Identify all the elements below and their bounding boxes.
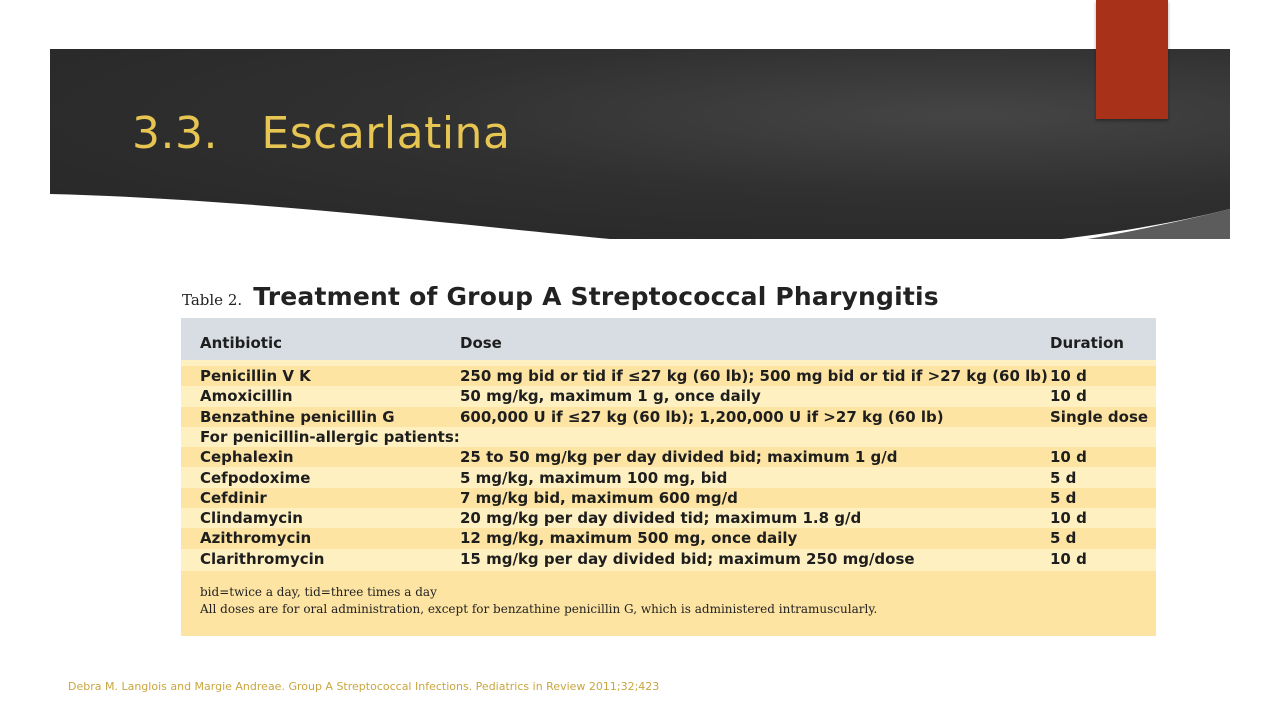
duration-cell: 5 d (1050, 468, 1077, 487)
antibiotic-cell: Cephalexin (200, 448, 294, 467)
antibiotic-cell: Amoxicillin (200, 387, 293, 406)
antibiotic-cell: Cefdinir (200, 488, 267, 507)
accent-tab (1096, 0, 1168, 119)
dose-cell: 25 to 50 mg/kg per day divided bid; maximum 1 g/d (460, 448, 898, 467)
table-row (181, 386, 1156, 406)
table-row (181, 447, 1156, 467)
table-caption (182, 282, 939, 311)
table-row (181, 508, 1156, 528)
header-dose: Dose (460, 334, 502, 352)
slide-title: 3.3. Escarlatina (132, 108, 511, 159)
table-row (181, 528, 1156, 548)
duration-cell: 10 d (1050, 549, 1087, 568)
duration-cell: 10 d (1050, 367, 1087, 385)
antibiotic-cell: Azithromycin (200, 529, 312, 548)
table-row (181, 468, 1156, 488)
antibiotic-cell: Penicillin V K (200, 367, 311, 385)
footnote-administration: All doses are for oral administration, except for benzathine penicillin G, which is administered intramuscularly. (200, 602, 878, 616)
dose-cell: 5 mg/kg, maximum 100 mg, bid (460, 468, 728, 487)
antibiotic-cell: Benzathine penicillin G (200, 407, 395, 426)
dose-cell: 50 mg/kg, maximum 1 g, once daily (460, 387, 761, 406)
table-caption-label: Table 2. (182, 291, 243, 309)
table-caption-title: Treatment of Group A Streptococcal Pharyngitis (253, 282, 939, 311)
treatment-table (181, 318, 1156, 636)
dose-cell: 20 mg/kg per day divided tid; maximum 1.8 g/d (460, 509, 862, 528)
dose-cell: 600,000 U if ≤27 kg (60 lb); 1,200,000 U if >27 kg (60 lb) (460, 407, 944, 426)
antibiotic-cell: Cefpodoxime (200, 468, 311, 487)
table-row (181, 488, 1156, 508)
table-row (181, 427, 1156, 447)
dose-cell: 12 mg/kg, maximum 500 mg, once daily (460, 529, 798, 548)
table-footnotes (181, 571, 1156, 636)
header-duration: Duration (1050, 334, 1124, 352)
duration-cell: Single dose (1050, 407, 1149, 426)
table-header-row (181, 318, 1156, 360)
table-row (181, 549, 1156, 569)
duration-cell: 5 d (1050, 529, 1077, 548)
dose-cell: 250 mg bid or tid if ≤27 kg (60 lb); 500 mg bid or tid if >27 kg (60 lb) (460, 367, 1048, 385)
duration-cell: 10 d (1050, 387, 1087, 406)
dose-cell: 7 mg/kg bid, maximum 600 mg/d (460, 488, 738, 507)
dose-cell: 15 mg/kg per day divided bid; maximum 250 mg/dose (460, 549, 915, 568)
header-antibiotic: Antibiotic (200, 334, 282, 352)
source-citation: Debra M. Langlois and Margie Andreae. Group A Streptococcal Infections. Pediatrics in Review 2011;32;423 (68, 680, 660, 693)
duration-cell: 5 d (1050, 488, 1077, 507)
antibiotic-cell: Clindamycin (200, 509, 303, 528)
footnote-abbreviations: bid=twice a day, tid=three times a day (200, 585, 437, 599)
section-label: For penicillin-allergic patients: (200, 427, 460, 446)
table-row (181, 407, 1156, 427)
antibiotic-cell: Clarithromycin (200, 549, 325, 568)
duration-cell: 10 d (1050, 448, 1087, 467)
duration-cell: 10 d (1050, 509, 1087, 528)
table-row (181, 366, 1156, 386)
